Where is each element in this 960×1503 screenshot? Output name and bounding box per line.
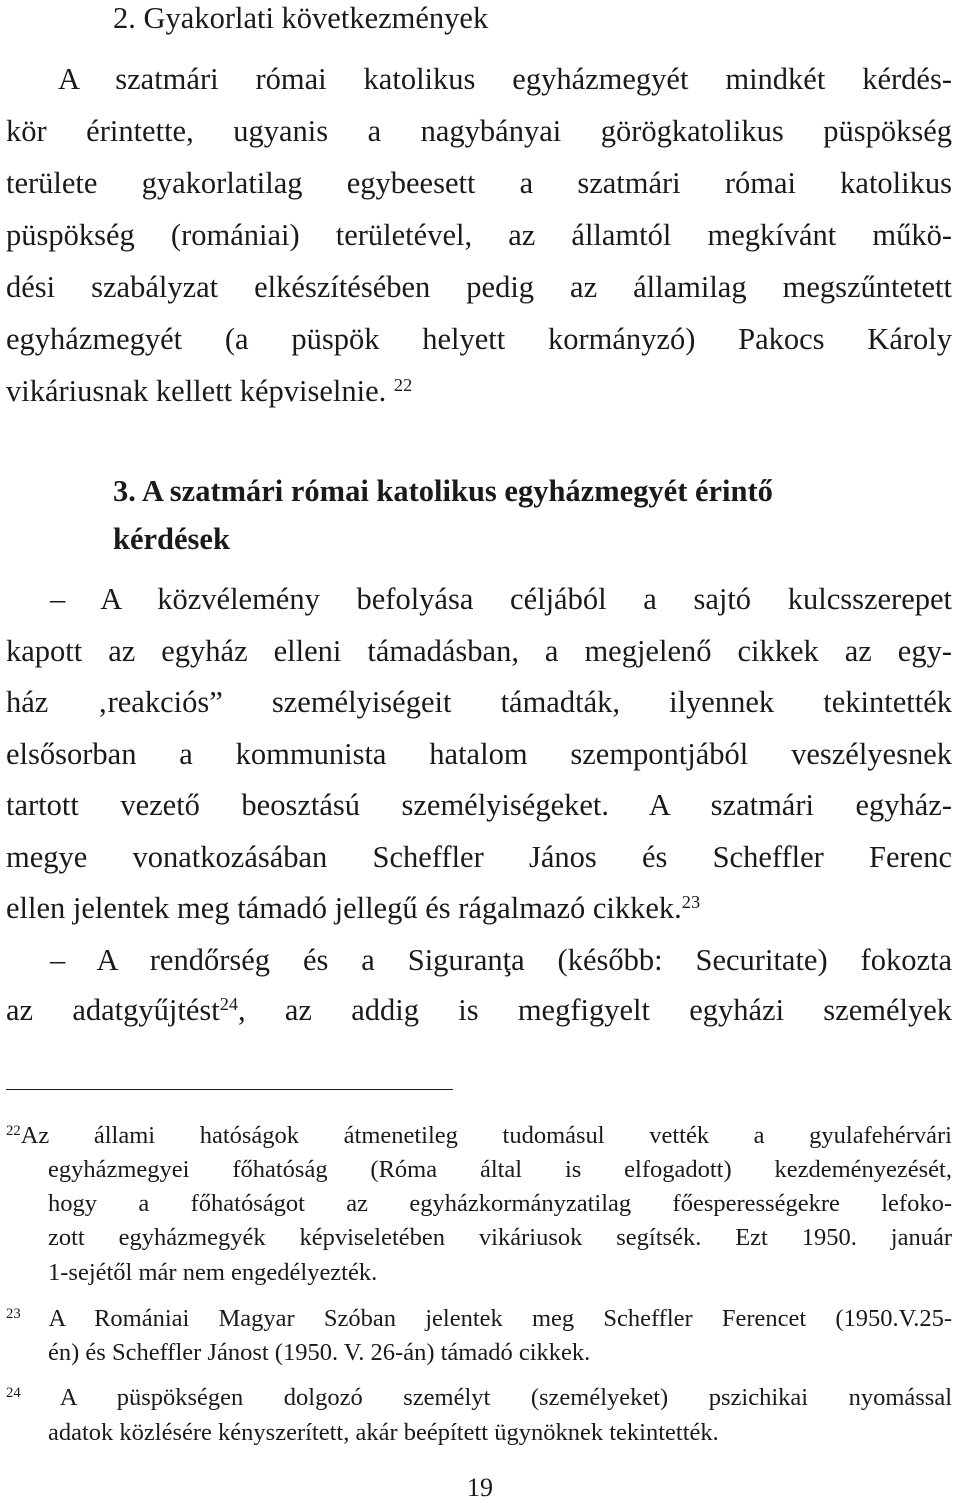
footnote-22-line: 1-sejétől már nem engedélyezték. bbox=[48, 1259, 378, 1286]
section-heading-3-cont: kérdések bbox=[113, 522, 230, 556]
paragraph-text: , az addig is megfigyelt egyházi személyek bbox=[238, 993, 953, 1027]
section-heading-3: 3. A szatmári római katolikus egyházmegyét érintő bbox=[113, 474, 773, 508]
footnote-23-line bbox=[6, 1302, 952, 1339]
footnote-separator bbox=[6, 1089, 453, 1090]
footnote-22-line: hogy a főhatóságot az egyházkormányzatilag főesperességekre lefoko- bbox=[48, 1190, 952, 1217]
footnote-text: A Romániai Magyar Szóban jelentek meg Scheffler Ferencet (1950.V.25- bbox=[48, 1305, 952, 1332]
paragraph-text: ellen jelentek meg támadó jellegű és rágalmazó cikkek. bbox=[6, 891, 682, 925]
footnote-number: 24 bbox=[6, 1384, 21, 1401]
paragraph-line: püspökség (romániai) területével, az államtól megkívánt műkö- bbox=[6, 218, 952, 252]
footnote-23-line: én) és Scheffler Jánost (1950. V. 26-án) támadó cikkek. bbox=[48, 1339, 591, 1366]
paragraph-line bbox=[6, 985, 952, 1040]
footnote-22-line: egyházmegyei főhatóság (Róma által is elfogadott) kezdeményezését, bbox=[48, 1156, 952, 1183]
footnote-22-line: zott egyházmegyék képviseletében vikáriusok segítsék. Ezt 1950. január bbox=[48, 1224, 952, 1251]
paragraph-line: területe gyakorlatilag egybeesett a szatmári római katolikus bbox=[6, 166, 952, 200]
footnote-ref-23: 23 bbox=[681, 891, 701, 912]
paragraph-line: kör érintette, ugyanis a nagybányai görögkatolikus püspökség bbox=[6, 114, 952, 148]
paragraph-line: – A közvélemény befolyása céljából a sajtó kulcsszerepet bbox=[50, 582, 952, 616]
paragraph-line-last bbox=[6, 366, 952, 421]
paragraph-line: – A rendőrség és a Siguranţa (később: Securitate) fokozta bbox=[50, 943, 952, 977]
footnote-24-line bbox=[6, 1381, 952, 1418]
paragraph-text: vikáriusnak kellett képviselnie. bbox=[6, 374, 387, 408]
footnote-ref-24: 24 bbox=[219, 993, 238, 1014]
paragraph-line bbox=[6, 883, 952, 938]
paragraph-line: ház ‚reakciós” személyiségeit támadták, ilyennek tekintették bbox=[6, 685, 952, 719]
paragraph-line: tartott vezető beosztású személyiségeket. A szatmári egyház- bbox=[6, 788, 952, 822]
footnote-number: 23 bbox=[6, 1305, 21, 1322]
section-heading-2: 2. Gyakorlati következmények bbox=[113, 1, 489, 35]
paragraph-line: kapott az egyház elleni támadásban, a megjelenő cikkek az egy- bbox=[6, 634, 952, 668]
paragraph-line: egyházmegyét (a püspök helyett kormányzó) Pakocs Károly bbox=[6, 322, 952, 356]
footnote-text: A püspökségen dolgozó személyt (személyeket) pszichikai nyomással bbox=[59, 1384, 952, 1411]
footnote-24-line: adatok közlésére kényszerített, akár beépített ügynöknek tekintették. bbox=[48, 1419, 719, 1446]
footnote-22-line bbox=[6, 1119, 952, 1156]
footnote-number: 22 bbox=[6, 1122, 21, 1139]
paragraph-text: az adatgyűjtést bbox=[6, 993, 220, 1027]
paragraph-line: elsősorban a kommunista hatalom szempontjából veszélyesnek bbox=[6, 737, 952, 771]
page-number: 19 bbox=[467, 1473, 493, 1502]
paragraph-line: A szatmári római katolikus egyházmegyét mindkét kérdés- bbox=[58, 62, 952, 96]
footnote-text: Az állami hatóságok átmenetileg tudomásul vették a gyulafehérvári bbox=[20, 1122, 952, 1149]
footnote-ref-22: 22 bbox=[393, 374, 413, 395]
paragraph-line: dési szabályzat elkészítésében pedig az államilag megszűntetett bbox=[6, 270, 952, 304]
paragraph-line: megye vonatkozásában Scheffler János és Scheffler Ferenc bbox=[6, 840, 952, 874]
